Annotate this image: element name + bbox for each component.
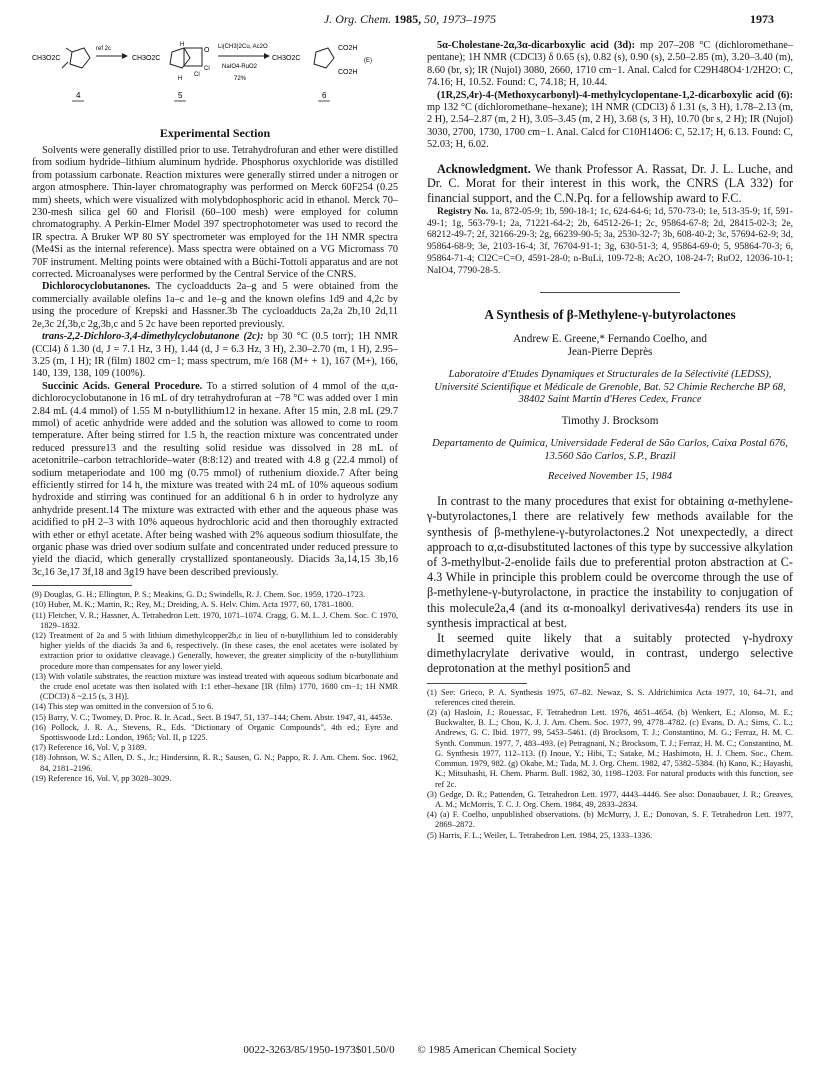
footnote: (9) Douglas, G. H.; Ellington, P. S.; Meakins, G. D.; Swindells, R. J. Chem. Soc. 1959, 1720–1723. xyxy=(32,590,366,600)
svg-text:O: O xyxy=(204,47,210,54)
compound-label-4: 4 xyxy=(76,91,81,100)
svg-text:Cl: Cl xyxy=(194,72,200,78)
article-separator xyxy=(540,292,680,293)
registry-numbers: Registry No. 1a, 872-05-9; 1b, 590-18-1; 1c, 624-64-6; 1d, 570-73-0; 1e, 513-35-9; 1f, 591-49-1; 1g, 563-79-1; 2a, 71221-64-2; 2b, 64512-26-1; 2c, 95864-67-8; 2d, 28415-02-3; 2e, 68212-49-7; 2f, 32166-29-3; 2g, 66239-90-5; 3a, 2530-32-7; 3b, 608-40-2; 3c, 57694-62-9; 3d, 95864-68-9; 3e, 2103-16-4; 3f, 76704-91-1; 3g, 630-51-3; 4, 95864-69-0; 5, 95864-70-3; 6, 95864-71-4; Cl2C=C=O, 4591-28-0; n-BuLi, 109-72-8; Ac2O, 108-24-7; RuO2, 12036-10-1; NaIO4, 7790-28-5. xyxy=(427,206,794,276)
footnote: (15) Barry, V. C.; Twomey, D. Proc. R. Ir. Acad., Sect. B 1947, 51, 137–144; Chem. Abstr. 1947, 41, 4453e. xyxy=(32,712,393,722)
cyclopentane-ring xyxy=(314,48,334,68)
footnote: (16) Pollock, J. R. A., Stevens, R., Eds. "Dictionary of Organic Compounds", 4th ed.; Eyre and Spottiswoode Ltd.: London, 1965; Vol. II, p 1225. xyxy=(32,722,398,743)
run-in-heading: 5α-Cholestane-2α,3α-dicarboxylic acid (3d): xyxy=(437,40,635,51)
stereo-note: (E) xyxy=(364,58,372,64)
run-in-heading: trans-2,2-Dichloro-3,4-dimethylcyclobutanone (2c): xyxy=(42,331,264,343)
registry-heading: Registry No. xyxy=(437,206,489,218)
general-methods-paragraph: Solvents were generally distilled prior to use. Tetrahydrofuran and ether were distilled from sodium hydride–lithium aluminum hydride. Phosphorus oxychloride was distilled from potassium carbonate. Reaction mixtures were generally stirred under a nitrogen or argon atmosphere. Thin-layer chromatography was performed on Merck 60F254 (0.25 mm) sheets, which were visualized with molybdophosphoric acid in ethanol. Merck 70–230-mesh silica gel 60 and Florisil (60–100 mesh) were employed for column chromatography. A Perkin-Elmer Model 397 spectrophotometer was used to record the IR spectra. A Bruker WP 80 SY spectrometer was employed for the 1H NMR spectra (Me4Si as the internal reference). Mass spectra were obtained on a VG Micromass 70 70F instrument. Melting points were obtained with a Büchi-Tottoli apparatus and are not corrected. Microanalyses were performed by the Central Service of the CNRS. xyxy=(32,145,398,281)
footnote: (4) (a) F. Coelho, unpublished observations. (b) McMurry, J. E.; Donovan, S. F. Tetrahedron Lett. 1977, 2869–2872. xyxy=(427,810,793,830)
article-title: A Synthesis of β-Methylene-γ-butyrolactones xyxy=(484,307,736,323)
succinic-acids-paragraph: Succinic Acids. General Procedure. To a stirred solution of 4 mmol of the α,α-dichlorocyclobutanone in 16 mL of dry tetrahydrofuran at −78 °C was added over 1 min 2.84 mL (4.4 mmol) of 1.55 M n-butyllithium12 in hexane. After 15 min, 2.8 mL (29.7 mmol) of acetic anhydride were added and the solution was allowed to come to room temperature. After being stirred for 1.5 h, the reaction mixture was concentrated under reduced pressure13 and the resulting solid residue was dissolved in 28 mL of acetonitrile–carbon tetrachloride–water (8:8:12) and treated with 4.8 g (22.4 mmol) of sodium metaperiodate and 100 mg (0.75 mmol) of ruthenium dioxide.7 After being efficiently stirred for 14 h, the mixture was treated with 24 mL of 10% aqueous sodium hydroxide and stirring was continued for an additional 6 h in order to hydrolyze any anhydride present.14 The mixture was extracted with ether and the aqueous phase was acidified to pH 2–3 with 10% aqueous hydrochloric acid and then thoroughly extracted with ether or ethyl acetate. After being washed with 2% aqueous sodium thiosulfate, the organic phase was dried over sodium sulfate and concentrated under reduced pressure to yield the diacid, which generally crystallized spontaneously. Diacids 3a,14,15 3b,16 3c,16 3e,17 3f,18 and 3g19 have been described previously. xyxy=(32,380,399,578)
journal-volume: 50, xyxy=(424,12,440,26)
dichlorocyclobutanones-paragraph: Dichlorocyclobutanones. The cycloadducts 2a–g and 5 were obtained from the commercially available olefins 1a–c and 1e–g and the known olefins 1d9 and 4,2c by using the procedure of Krepski and Hassner.3b The cycloadducts 2a,2a 2b,10 2d,11 2e,3c 2f,3b,c 2g,3b,c and 5 2c have been reported previously. xyxy=(32,281,398,330)
footnote: (11) Fletcher, V. R.; Hassner, A. Tetrahedron Lett. 1970, 1071–1074. Cragg, G. M. L. J. Chem. Soc. C 1970, 1829–1832. xyxy=(32,610,398,630)
body-paragraph: It seemed quite likely that a suitably protected γ-hydroxy dimethylacrylate derivative would, in contrast, undergo selective deprotonation at the methyl position5 and xyxy=(427,631,793,676)
compound-2c-paragraph: trans-2,2-Dichloro-3,4-dimethylcyclobutanone (2c): bp 30 °C (0.5 torr); 1H NMR (CCl4) δ 1.30 (d, J = 7.1 Hz, 3 H), 1.44 (d, J = 6.3 Hz, 3 H), 2.30–2.70 (m, 1 H), 2.95–3.25 (m, 1 H); IR (film) 1802 cm−1; mass spectrum, m/e 168 (M+ + 1), 167 (M+), 166, 140, 139, 138, 109 (100%). xyxy=(32,331,399,380)
compound-3d-paragraph: 5α-Cholestane-2α,3α-dicarboxylic acid (3d): mp 207–208 °C (dichloromethane–pentane); 1H NMR (CDCl3) δ 0.65 (s), 0.82 (s), 0.90 (s), 2.50–2.85 (m), 3.20–3.40 (m), 8.60 (br, s); IR (Nujol) 3080, 2660, 1710 cm−1. Anal. Calcd for C29H48O4·1/2H2O: C, 74.16; H, 10.52. Found: C, 74.18; H, 10.44. xyxy=(427,40,793,89)
scheme-fragment-end: CH3O2C xyxy=(272,55,301,62)
reaction-yield: 72% xyxy=(234,76,247,82)
reagent-label-1: ref 2c xyxy=(96,46,112,52)
svg-text:Cl: Cl xyxy=(204,66,210,72)
compound-label-6: 6 xyxy=(322,91,327,100)
author-3: Timothy J. Brocksom xyxy=(561,415,659,428)
compound-label-5: 5 xyxy=(178,91,183,100)
scheme-drawing xyxy=(32,40,398,118)
left-column xyxy=(32,40,398,784)
running-header xyxy=(0,12,820,27)
footnote-rule xyxy=(427,683,527,684)
footnote: (18) Johnson, W. S.; Allen, D. S., Jr.; Hindersinn, R. R.; Sausen, G. N.; Pappo, R. J. Am. Chem. Soc. 1962, 84, 2181–2196. xyxy=(32,753,398,773)
footnote: (12) Treatment of 2a and 5 with lithium dimethylcopper2b,c in lieu of n-butyllithium led to considerably higher yields of the diacids 3a and 6, respectively. (In these cases, the enol acetates were isolated by extraction prior to oxidative cleavage.) Generally, however, the greater simplicity of the n-butyllithium procedure more than compensates for any lower yield. xyxy=(32,631,398,671)
run-in-heading: Succinic Acids. General Procedure. xyxy=(42,380,203,392)
footnote: (19) Reference 16, Vol. V, pp 3028–3029. xyxy=(32,773,172,783)
footnote: (3) Gedge, D. R.; Pattenden, G. Tetrahedron Lett. 1977, 4443–4446. See also: Donaubauer, J. R.; Greaves, A. M.; McMorris, T. C. J. Org. Chem. 1984, 49, 2833–2834. xyxy=(427,789,793,809)
body-paragraph: In contrast to the many procedures that exist for obtaining α-methylene-γ-butyrolactones,1 there are relatively few methods available for the synthesis of β-methylene-γ-butyrolactones.2 Not unexpectedly, a direct approach to α,α-disubstituted lactones of this type by successive alkylation of 3-methylbut-2-enolide fails due to preferential proton abstraction at C-4.3 While in principle this problem could be overcome through the use of β-methylene-γ-butyrolactone, in practice the instability to conjugation of this molecule2a,4 (and its α-monoalkyl derivatives4a) renders its use in synthesis impractical at best. xyxy=(427,494,793,630)
footnote: (2) (a) Hasloin, J.; Rouessac, F. Tetrahedron Lett. 1976, 4651–4654. (b) Wenkert, E.; Alonso, M. E.; Buckwalter, B. L.; Chou, K. J. J. Am. Chem. Soc. 1977, 99, 4778–4782. (c) Evans, D. A.; Sims, C. L.; Andrews, G. C. Ibid. 1977, 99, 5453–5461. (d) Brocksom, T. J.; Constantino, M. G.; Ferraz, H. M. C. Synth. Commun. 1977, 7, 483–493. (e) Petragnani, N.; Brocksom, T. J.; Ferraz, H. M. C.; Constantino, M. G. Synthesis 1977, 112–113. (f) Inoue, Y.; Hibi, T.; Satake, M.; Hashimoto, H. J. Chem. Soc., Chem. Commun. 1979, 982. (g) Okabe, M.; Tada, M. J. Org. Chem. 1982, 47, 5382–5384. (h) Kano, K.; Hayashi, K.; Mitsuhashi, H. Chem. Pharm. Bull. 1982, 30, 1198–1203. For natural products with this function, see ref 2c. xyxy=(427,708,793,789)
footnote: (17) Reference 16, Vol. V, p 3189. xyxy=(32,743,147,753)
reaction-scheme xyxy=(32,40,398,118)
article-code: 0022-3263/85/1950-1973$01.50/0 xyxy=(243,1044,395,1056)
journal-pages: 1973–1975 xyxy=(442,12,497,26)
run-in-heading: (1R,2S,4r)-4-(Methoxycarbonyl)-4-methylcyclopentane-1,2-dicarboxylic acid (6): xyxy=(437,89,793,101)
copyright-notice: © 1985 American Chemical Society xyxy=(417,1044,577,1056)
received-date: Received November 15, 1984 xyxy=(547,471,673,483)
cyclopentene-ring xyxy=(70,48,90,68)
svg-text:H: H xyxy=(180,42,185,48)
page-footer xyxy=(0,1044,820,1056)
footnotes-left xyxy=(32,590,398,784)
acid-group-2: CO2H xyxy=(338,69,358,76)
reagent-label-2a: Li(CH3)2Cu, Ac2O xyxy=(218,44,268,50)
acknowledgment: Acknowledgment. We thank Professor A. Rassat, Dr. J. L. Luche, and Dr. C. Morat for their interest in this work, the CNRS (LA 332) for financial support, and the C.N.Pq. for a fellowship award to F.C. xyxy=(427,161,794,206)
section-title: Experimental Section xyxy=(159,126,271,140)
footnotes-right xyxy=(427,688,793,841)
scheme-fragment-mid: CH3O2C xyxy=(132,55,161,62)
acknowledgment-heading: Acknowledgment. xyxy=(437,161,531,176)
journal-year: 1985, xyxy=(394,12,422,26)
footnote: (10) Huber, M. K.; Martin, R.; Rey, M.; Dreiding, A. S. Helv. Chim. Acta 1977, 60, 1781–1800. xyxy=(32,600,354,610)
affiliation-1: Laboratoire d'Etudes Dynamiques et Structurales de la Sélectivité (LEDSS), Université Scientifique et Médicale de Grenoble, Bat. 52 Chimie Recherche BP 68, 38402 Saint Martin d'Heres Cedex, France xyxy=(434,369,786,406)
page-number: 1973 xyxy=(750,12,774,26)
acid-group-1: CO2H xyxy=(338,45,358,52)
footnote: (13) With volatile substrates, the reaction mixture was instead treated with aqueous sodium bicarbonate and the crude enol acetate was then isolated with 1:1 ether–hexane [IR (film) 1770, 1680 cm−1; 1H NMR (CDCl3) δ ~2.15 (s, 3 H)]. xyxy=(32,671,398,702)
bicyclic-ring xyxy=(170,48,190,68)
right-column xyxy=(427,40,793,841)
svg-text:H: H xyxy=(178,76,183,82)
scheme-fragment-start: CH3O2C xyxy=(32,55,61,62)
footnote: (5) Harris, F. L.; Weiler, L. Tetrahedron Lett. 1984, 25, 1333–1336. xyxy=(427,830,653,840)
affiliation-2: Departamento de Química, Universidade Federal de São Carlos, Caixa Postal 676, 13.560 São Carlos, S.P., Brazil xyxy=(432,438,788,462)
footnote: (14) This step was omitted in the conversion of 5 to 6. xyxy=(32,702,214,712)
journal-name: J. Org. Chem. xyxy=(323,12,392,26)
footnote: (1) See: Grieco, P. A. Synthesis 1975, 67–82. Newaz, S. S. Aldrichimica Acta 1977, 10, 64–71, and references cited therein. xyxy=(427,687,793,707)
article-body xyxy=(427,494,793,676)
footnote-rule xyxy=(32,585,132,586)
author-list: Andrew E. Greene,* Fernando Coelho, and Jean-Pierre Deprès xyxy=(513,333,707,359)
compound-6-paragraph: (1R,2S,4r)-4-(Methoxycarbonyl)-4-methylcyclopentane-1,2-dicarboxylic acid (6): mp 132 °C (dichloromethane–hexane); 1H NMR (CDCl3) δ 1.31 (s, 3 H), 1.78–2.13 (m, 2 H), 2.54–2.87 (m, 2 H), 3.05–3.45 (m, 2 H), 3.68 (s, 3 H), 10.70 (br s, 2 H); IR (Nujol) 3030, 2700, 1730, 1700 cm−1. Anal. Calcd for C10H14O6: C, 52.17; H, 6.13. Found: C, 52.03; H, 6.02. xyxy=(427,89,793,151)
reagent-label-2b: NaIO4-RuO2 xyxy=(222,64,258,70)
run-in-heading: Dichlorocyclobutanones. xyxy=(42,281,151,293)
